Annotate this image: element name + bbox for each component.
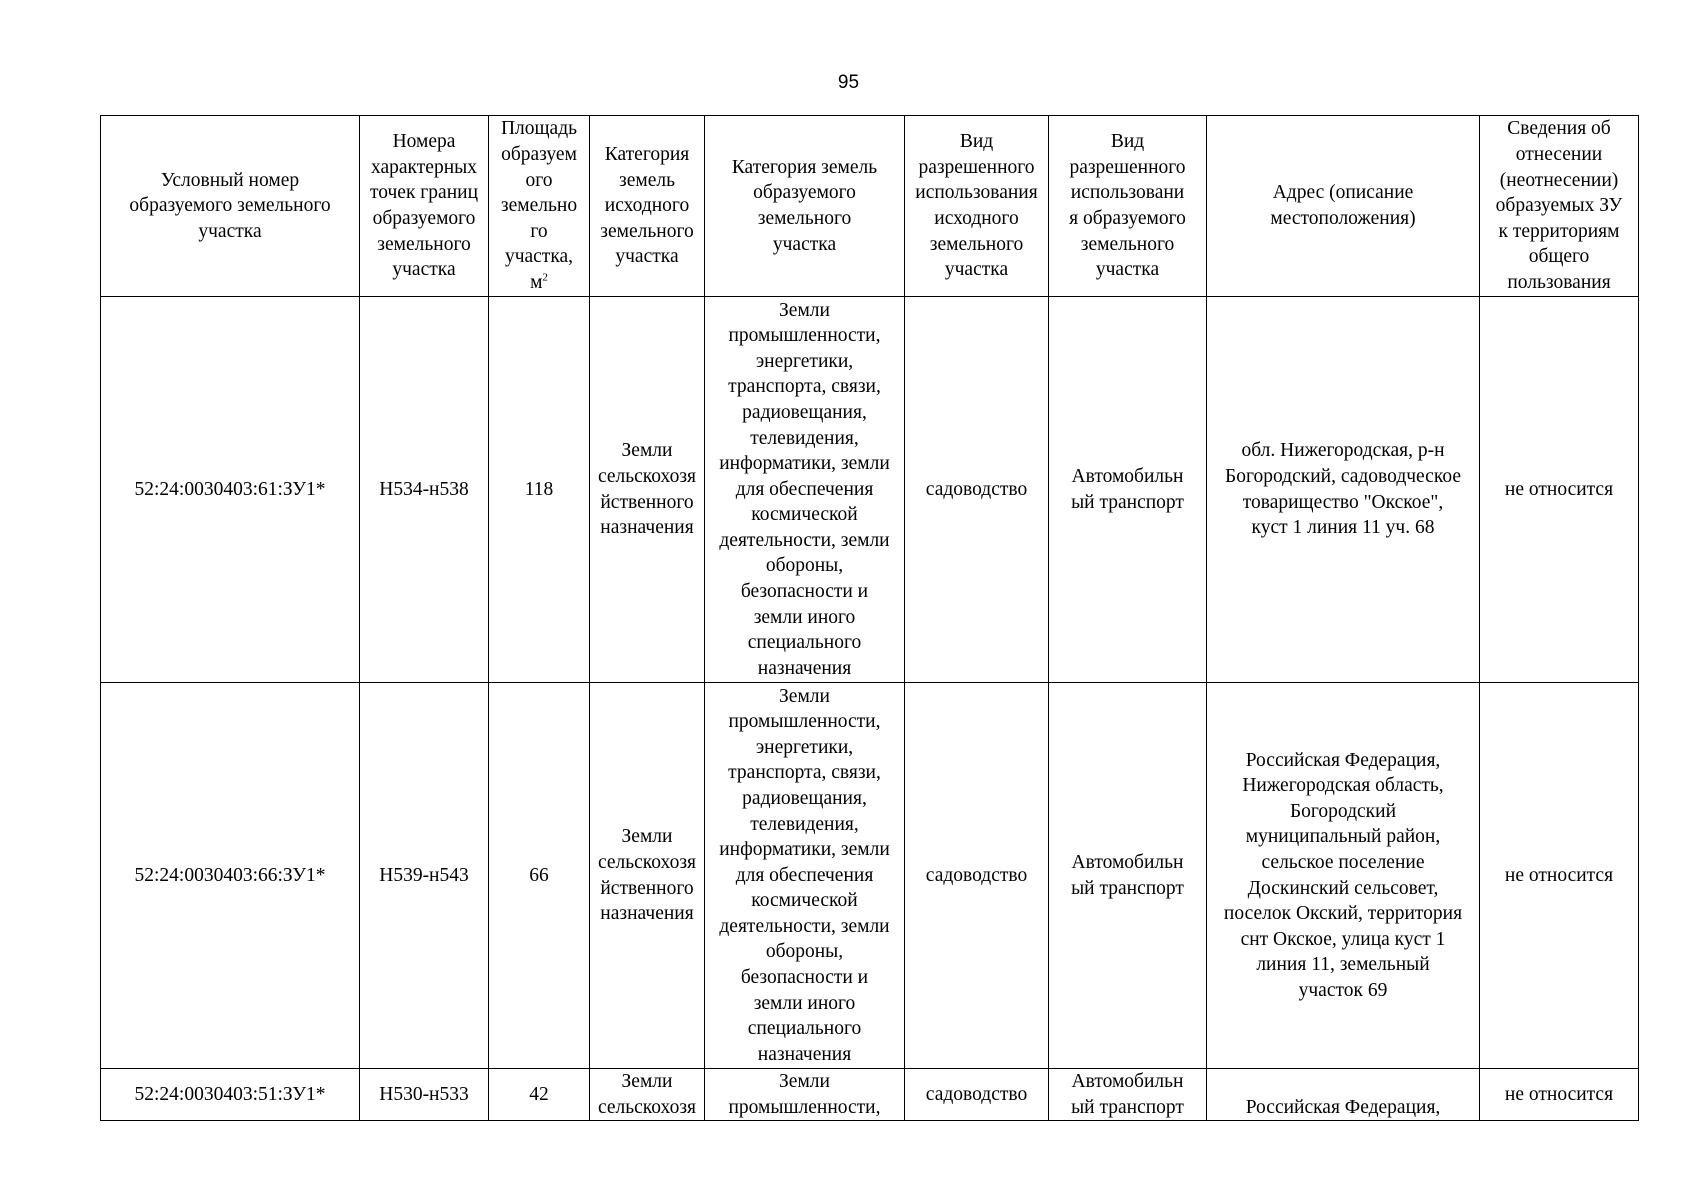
header-cadastral-number: Условный номер образуемого земельного участка xyxy=(101,116,360,297)
cell-source-use: садоводство xyxy=(905,1069,1049,1121)
cell-boundary-points: Н530-н533 xyxy=(360,1069,489,1121)
cell-source-category: Земли сельскохозя xyxy=(590,1069,705,1121)
header-source-use: Вид разрешенного использования исходного земельного участка xyxy=(905,116,1049,297)
table-row xyxy=(101,1069,1639,1121)
table-header-row xyxy=(101,116,1639,297)
header-area: Площадь образуем ого земельно го участка, $м^2$ xyxy=(489,116,590,297)
cell-target-use: Автомобильн ый транспорт xyxy=(1049,1069,1207,1121)
cell-target-use: Автомобильн ый транспорт xyxy=(1049,683,1207,1069)
cell-source-use: садоводство xyxy=(905,683,1049,1069)
cell-cadastral-number: 52:24:0030403:61:ЗУ1* xyxy=(101,297,360,683)
cell-area: 42 xyxy=(489,1069,590,1121)
cell-address: обл. Нижегородская, р-н Богородский, садоводческое товарищество "Окское", куст 1 линия 11 уч. 68 xyxy=(1207,297,1480,683)
header-source-category: Категория земель исходного земельного участка xyxy=(590,116,705,297)
land-plots-table xyxy=(100,115,1639,1121)
cell-public-use: не относится xyxy=(1480,1069,1639,1121)
cell-target-category: Земли промышленности, энергетики, транспорта, связи, радиовещания, телевидения, информатики, земли для обеспечения космической деятельности, земли обороны, безопасности и земли иного специального назначения xyxy=(705,297,905,683)
cell-boundary-points: Н534-н538 xyxy=(360,297,489,683)
cell-public-use: не относится xyxy=(1480,297,1639,683)
cell-address: Российская Федерация, xyxy=(1207,1069,1480,1121)
table-row xyxy=(101,297,1639,683)
cell-target-category: Земли промышленности, энергетики, транспорта, связи, радиовещания, телевидения, информатики, земли для обеспечения космической деятельности, земли обороны, безопасности и земли иного специального назначения xyxy=(705,683,905,1069)
area-unit-superscript: 2 xyxy=(542,271,548,284)
cell-boundary-points: Н539-н543 xyxy=(360,683,489,1069)
cell-public-use: не относится xyxy=(1480,683,1639,1069)
cell-source-category: Земли сельскохозя йственного назначения xyxy=(590,683,705,1069)
header-target-category: Категория земель образуемого земельного участка xyxy=(705,116,905,297)
header-public-use: Сведения об отнесении (неотнесении) образуемых ЗУ к территориям общего пользования xyxy=(1480,116,1639,297)
cell-target-use: Автомобильн ый транспорт xyxy=(1049,297,1207,683)
page-number: 95 xyxy=(837,72,860,93)
cell-area: 66 xyxy=(489,683,590,1069)
cell-address: Российская Федерация, Нижегородская область, Богородский муниципальный район, сельское поселение Доскинский сельсовет, поселок Окский, территория снт Окское, улица куст 1 линия 11, земельный участок 69 xyxy=(1207,683,1480,1069)
header-address: Адрес (описание местоположения) xyxy=(1207,116,1480,297)
cell-cadastral-number: 52:24:0030403:51:ЗУ1* xyxy=(101,1069,360,1121)
cell-target-category: Земли промышленности, xyxy=(705,1069,905,1121)
cell-source-category: Земли сельскохозя йственного назначения xyxy=(590,297,705,683)
table-row xyxy=(101,683,1639,1069)
cell-area: 118 xyxy=(489,297,590,683)
cell-source-use: садоводство xyxy=(905,297,1049,683)
cell-cadastral-number: 52:24:0030403:66:ЗУ1* xyxy=(101,683,360,1069)
header-boundary-points: Номера характерных точек границ образуемого земельного участка xyxy=(360,116,489,297)
header-target-use: Вид разрешенного использовани я образуемого земельного участка xyxy=(1049,116,1207,297)
